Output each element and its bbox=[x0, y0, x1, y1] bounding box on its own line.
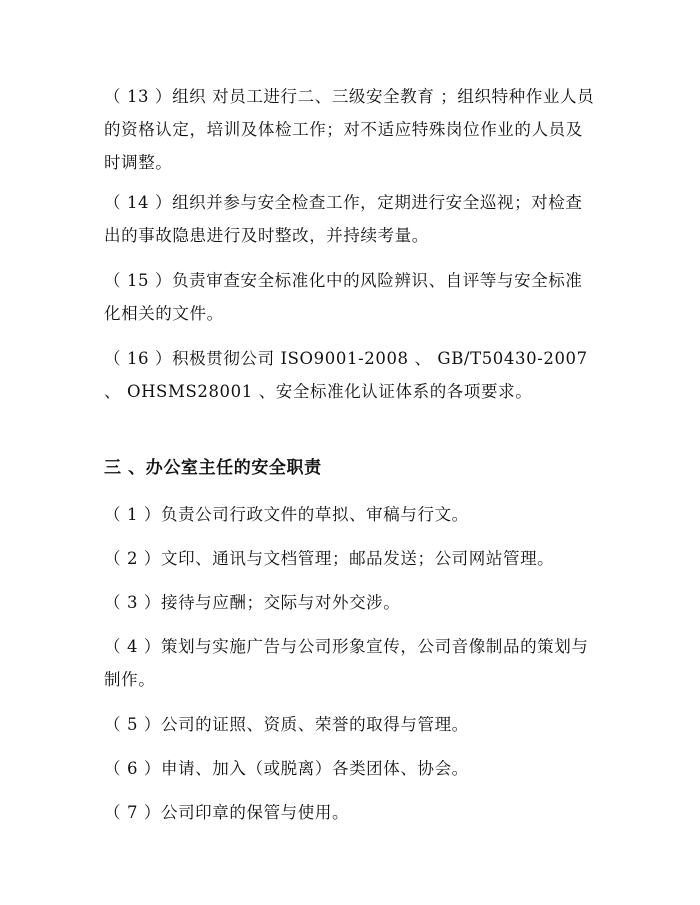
paragraph-item-1: （ 1 ）负责公司行政文件的草拟、审稿与行文。 bbox=[104, 505, 469, 524]
paragraph-item-13: （ 13 ）组织 对员工进行二、三级安全教育 ；组织特种作业人员的资格认定，培训及体检工作；对不适应特殊岗位作业的人员及时调整。 bbox=[104, 87, 595, 172]
paragraph-item-6: （ 6 ）申请、加入（或脱离）各类团体、协会。 bbox=[104, 759, 469, 778]
paragraph-item-16: （ 16 ）积极贯彻公司 ISO9001-2008 、 GB/T50430-2007 、 OHSMS28001 、安全标准化认证体系的各项要求。 bbox=[104, 349, 588, 401]
section-heading: 三 、办公室主任的安全职责 bbox=[104, 458, 322, 478]
paragraph-item-2: （ 2 ）文印、通讯与文档管理；邮品发送；公司网站管理。 bbox=[104, 549, 555, 568]
paragraph-item-3: （ 3 ）接待与应酬；交际与对外交涉。 bbox=[104, 593, 401, 612]
paragraph-item-4: （ 4 ）策划与实施广告与公司形象宣传，公司音像制品的策划与制作。 bbox=[104, 637, 589, 689]
paragraph-item-7: （ 7 ）公司印章的保管与使用。 bbox=[104, 803, 350, 822]
paragraph-item-14: （ 14 ）组织并参与安全检查工作，定期进行安全巡视；对检查出的事故隐患进行及时整改，并持续考量。 bbox=[104, 193, 583, 245]
paragraph-item-15: （ 15 ）负责审查安全标准化中的风险辨识、自评等与安全标准化相关的文件。 bbox=[104, 271, 583, 323]
paragraph-item-5: （ 5 ）公司的证照、资质、荣誉的取得与管理。 bbox=[104, 715, 469, 734]
